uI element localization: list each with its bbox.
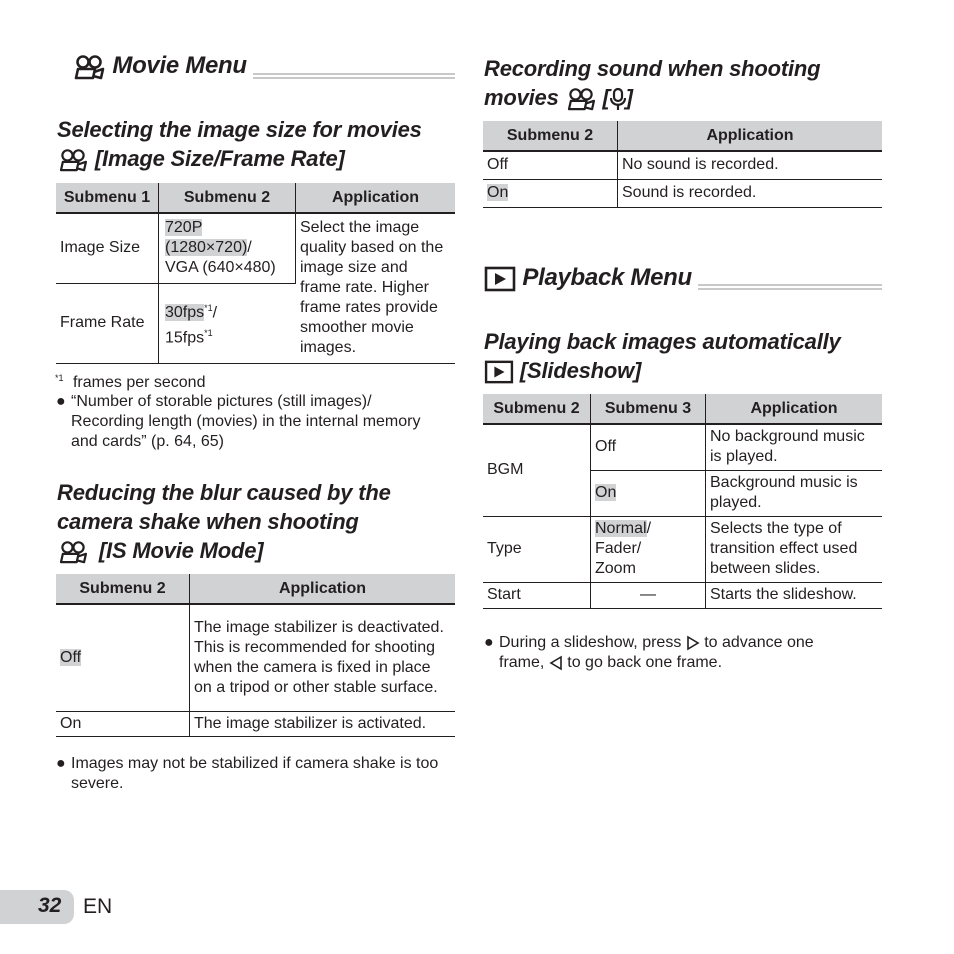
table-header: Submenu 2: [56, 574, 190, 604]
image-size-title-line1: Selecting the image size for movies: [57, 117, 422, 142]
table-cell: Type: [483, 516, 591, 582]
is-movie-title-line2: camera shake when shooting: [57, 509, 359, 534]
footnote-text: frames per second: [72, 374, 206, 392]
sound-table: [483, 121, 882, 208]
sound-title-bracket-close: ]: [625, 85, 633, 110]
table-cell-application: Background music is played.: [706, 470, 883, 516]
slideshow-table: [483, 394, 882, 609]
option-separator: /: [212, 304, 218, 321]
image-size-section-title: [57, 115, 422, 173]
image-size-title-line2: [Image Size/Frame Rate]: [94, 146, 345, 171]
table-cell-application: No background music is played.: [706, 424, 883, 470]
table-header: Application: [618, 121, 883, 151]
bullet-text-4: to go back one frame.: [567, 654, 723, 671]
table-row: [483, 151, 882, 179]
bullet-text: Images may not be stabilized if camera shake is too severe.: [71, 755, 439, 792]
table-header: Submenu 1: [56, 183, 159, 213]
movie-menu-title-text: Movie Menu: [112, 52, 247, 79]
option-fader: Fader/: [595, 540, 642, 557]
movie-camera-icon: [57, 148, 89, 172]
is-movie-section-title: [57, 478, 391, 565]
table-row: [483, 516, 882, 582]
table-cell: Frame Rate: [56, 283, 159, 363]
bullet-text-3: frame,: [499, 654, 545, 671]
movie-camera-icon: [57, 540, 89, 564]
footnote-mark: *1: [55, 373, 64, 383]
table-cell: Off: [591, 424, 706, 470]
table-header: Submenu 3: [591, 394, 706, 424]
table-row: [56, 711, 455, 736]
option-15fps: 15fps: [165, 329, 205, 347]
table-cell-application: Starts the slideshow.: [706, 582, 883, 608]
movie-menu-title: [72, 52, 253, 80]
option-normal: Normal: [595, 520, 647, 537]
option-on: On: [487, 184, 509, 201]
bullet-text-1: During a slideshow, press: [499, 634, 682, 651]
table-header: Submenu 2: [159, 183, 296, 213]
bullet-dot: ●: [56, 755, 66, 772]
playback-icon: [484, 360, 514, 384]
image-size-bullet: [56, 392, 446, 452]
option-separator: /: [247, 239, 252, 257]
table-row: [483, 424, 882, 470]
page-number: 32: [38, 894, 62, 917]
left-arrow-icon: [549, 655, 563, 671]
option-on: On: [595, 484, 617, 501]
table-cell-application: Select the image quality based on the image size and frame rate. Higher frame rates provide smoother movie images.: [296, 213, 456, 363]
is-movie-bullet: [56, 754, 446, 794]
playback-menu-title: [484, 264, 698, 292]
sound-title-line2: movies: [484, 85, 559, 110]
option-zoom: Zoom: [595, 560, 636, 577]
is-movie-title-line3: [IS Movie Mode]: [98, 538, 264, 563]
bullet-text: “Number of storable pictures (still images)/ Recording length (movies) in the internal memory and cards” (p. 64, 65): [71, 393, 421, 450]
option-vga: VGA (640×480): [165, 259, 276, 277]
table-cell: [159, 213, 296, 283]
sound-title-bracket-open: [: [602, 85, 610, 110]
table-header: Application: [706, 394, 883, 424]
footnote-ref: *1: [204, 328, 213, 338]
option-720p-resolution: (1280×720): [165, 239, 248, 257]
table-header: Application: [190, 574, 456, 604]
sound-title-line1: Recording sound when shooting: [484, 56, 821, 81]
slideshow-title-line1: Playing back images automatically: [484, 329, 841, 354]
table-cell-application: Sound is recorded.: [618, 179, 883, 207]
table-header: Submenu 2: [483, 121, 618, 151]
sound-section-title: [484, 54, 820, 112]
table-header: Application: [296, 183, 456, 213]
table-cell-application: The image stabilizer is deactivated. This is recommended for shooting when the camera is fixed in place on a tripod or other stable surface.: [190, 604, 456, 711]
option-720p: 720P: [165, 219, 203, 237]
playback-menu-title-text: Playback Menu: [522, 264, 692, 291]
slideshow-title-line2: [Slideshow]: [519, 358, 642, 383]
option-separator: /: [646, 520, 652, 537]
table-row: [483, 179, 882, 207]
movie-camera-icon: [565, 87, 597, 111]
playback-icon: [484, 266, 516, 292]
table-cell-application: The image stabilizer is activated.: [190, 711, 456, 736]
page-language: EN: [83, 895, 113, 918]
table-cell: BGM: [483, 424, 591, 516]
slideshow-bullet: [484, 633, 879, 673]
table-cell: Start: [483, 582, 591, 608]
slideshow-section-title: [484, 327, 841, 385]
table-row: [483, 582, 882, 608]
table-cell: Image Size: [56, 213, 159, 283]
table-cell-application: Selects the type of transition effect used between slides.: [706, 516, 883, 582]
table-row: [56, 213, 455, 283]
table-cell: [159, 283, 296, 363]
microphone-icon: [610, 87, 626, 111]
table-cell: On: [56, 711, 190, 736]
movie-camera-icon: [72, 54, 106, 80]
table-cell-application: No sound is recorded.: [618, 151, 883, 179]
footnote: [55, 368, 205, 393]
table-cell: [591, 516, 706, 582]
table-cell: Off: [483, 151, 618, 179]
page-number-box: [0, 890, 74, 924]
right-arrow-icon: [686, 635, 700, 651]
table-row: [56, 604, 455, 711]
is-movie-title-line1: Reducing the blur caused by the: [57, 480, 391, 505]
is-movie-table: [56, 574, 455, 737]
option-off: Off: [60, 648, 82, 666]
bullet-text-2: to advance one: [704, 634, 814, 651]
table-cell: [483, 179, 618, 207]
footnote-ref: *1: [204, 302, 213, 313]
table-cell: [591, 470, 706, 516]
table-cell: [56, 604, 190, 711]
bullet-dot: ●: [484, 634, 494, 651]
table-cell: —: [591, 582, 706, 608]
option-30fps: 30fps: [165, 304, 205, 321]
table-header: Submenu 2: [483, 394, 591, 424]
bullet-dot: ●: [56, 393, 66, 410]
image-size-table: [56, 183, 455, 364]
